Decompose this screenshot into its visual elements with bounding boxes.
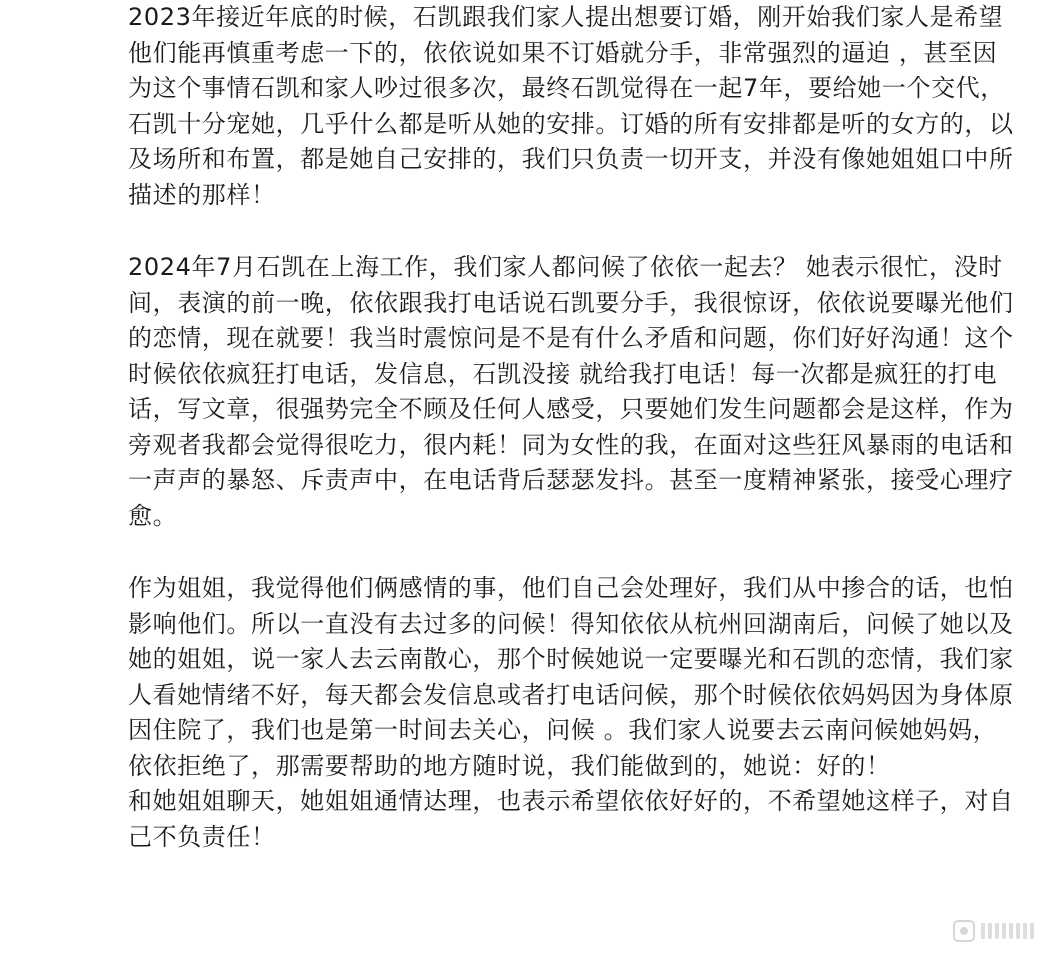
watermark-bar: [1002, 923, 1006, 939]
paragraph-line: 2024年7月石凯在上海工作，我们家人都问候了依依一起去？ 她表示很忙，没时: [128, 253, 1003, 281]
watermark-bar: [1023, 923, 1027, 939]
paragraph-line: 旁观者我都会觉得很吃力，很内耗！同为女性的我，在面对这些狂风暴雨的电话和: [128, 430, 1014, 459]
paragraph-gap: [128, 534, 1032, 571]
paragraph-line: 依依拒绝了，那需要帮助的地方随时说，我们能做到的，她说：好的！: [128, 751, 891, 780]
paragraph-line: 影响他们。所以一直没有去过多的问候！得知依依从杭州回湖南后，问候了她以及: [128, 609, 1014, 638]
paragraph-line: 和她姐姐聊天，她姐姐通情达理，也表示希望依依好好的，不希望她这样子，对自: [128, 787, 1014, 815]
paragraph-line: 为这个事情石凯和家人吵过很多次，最终石凯觉得在一起7年，要给她一个交代，: [128, 74, 1005, 102]
paragraph-line: 因住院了，我们也是第一时间去关心，问候 。我们家人说要去云南问候她妈妈，: [128, 716, 998, 744]
paragraph-gap: [128, 213, 1032, 250]
watermark-bar: [988, 923, 992, 939]
paragraph-line: 作为姐姐，我觉得他们俩感情的事，他们自己会处理好，我们从中掺合的话，也怕: [128, 574, 1014, 602]
paragraph-line: 2023年接近年底的时候，石凯跟我们家人提出想要订婚，刚开始我们家人是希望: [128, 3, 1004, 31]
paragraph-line: 石凯十分宠她，几乎什么都是听从她的安排。订婚的所有安排都是听的女方的，以: [128, 109, 1014, 138]
paragraph-1: [128, 0, 1032, 213]
paragraph-line: 时候依依疯狂打电话，发信息，石凯没接 就给我打电话！每一次都是疯狂的打电: [128, 359, 998, 388]
paragraph-3: [128, 571, 1032, 855]
watermark-bar: [995, 923, 999, 939]
document-body: [128, 0, 1032, 855]
watermark-bar: [1030, 923, 1034, 939]
paragraph-line: 人看她情绪不好，每天都会发信息或者打电话问候，那个时候依依妈妈因为身体原: [128, 680, 1014, 709]
watermark-bar: [1016, 923, 1020, 939]
paragraph-line: 的恋情，现在就要！我当时震惊问是不是有什么矛盾和问题，你们好好沟通！这个: [128, 324, 1014, 352]
watermark-bar: [1009, 923, 1013, 939]
paragraph-line: 话，写文章，很强势完全不顾及任何人感受，只要她们发生问题都会是这样，作为: [128, 395, 1014, 423]
paragraph-line: 一声声的暴怒、斥责声中，在电话背后瑟瑟发抖。甚至一度精神紧张，接受心理疗: [128, 466, 1014, 494]
paragraph-line: 她的姐姐，说一家人去云南散心，那个时候她说一定要曝光和石凯的恋情，我们家: [128, 645, 1014, 673]
paragraph-line: 他们能再慎重考虑一下的，依依说如果不订婚就分手，非常强烈的逼迫 ，甚至因: [128, 38, 998, 67]
watermark: [953, 920, 1034, 942]
paragraph-line: 愈。: [128, 501, 178, 530]
watermark-bar: [981, 923, 985, 939]
paragraph-line: 己不负责任！: [128, 822, 276, 851]
paragraph-2: [128, 250, 1032, 534]
paragraph-line: 描述的那样！: [128, 180, 276, 209]
paragraph-line: 及场所和布置，都是她自己安排的，我们只负责一切开支，并没有像她姐姐口中所: [128, 145, 1014, 173]
weibo-watermark-icon: [953, 920, 975, 942]
watermark-bars: [981, 923, 1034, 939]
paragraph-line: 间，表演的前一晚，依依跟我打电话说石凯要分手，我很惊讶，依依说要曝光他们: [128, 288, 1014, 317]
